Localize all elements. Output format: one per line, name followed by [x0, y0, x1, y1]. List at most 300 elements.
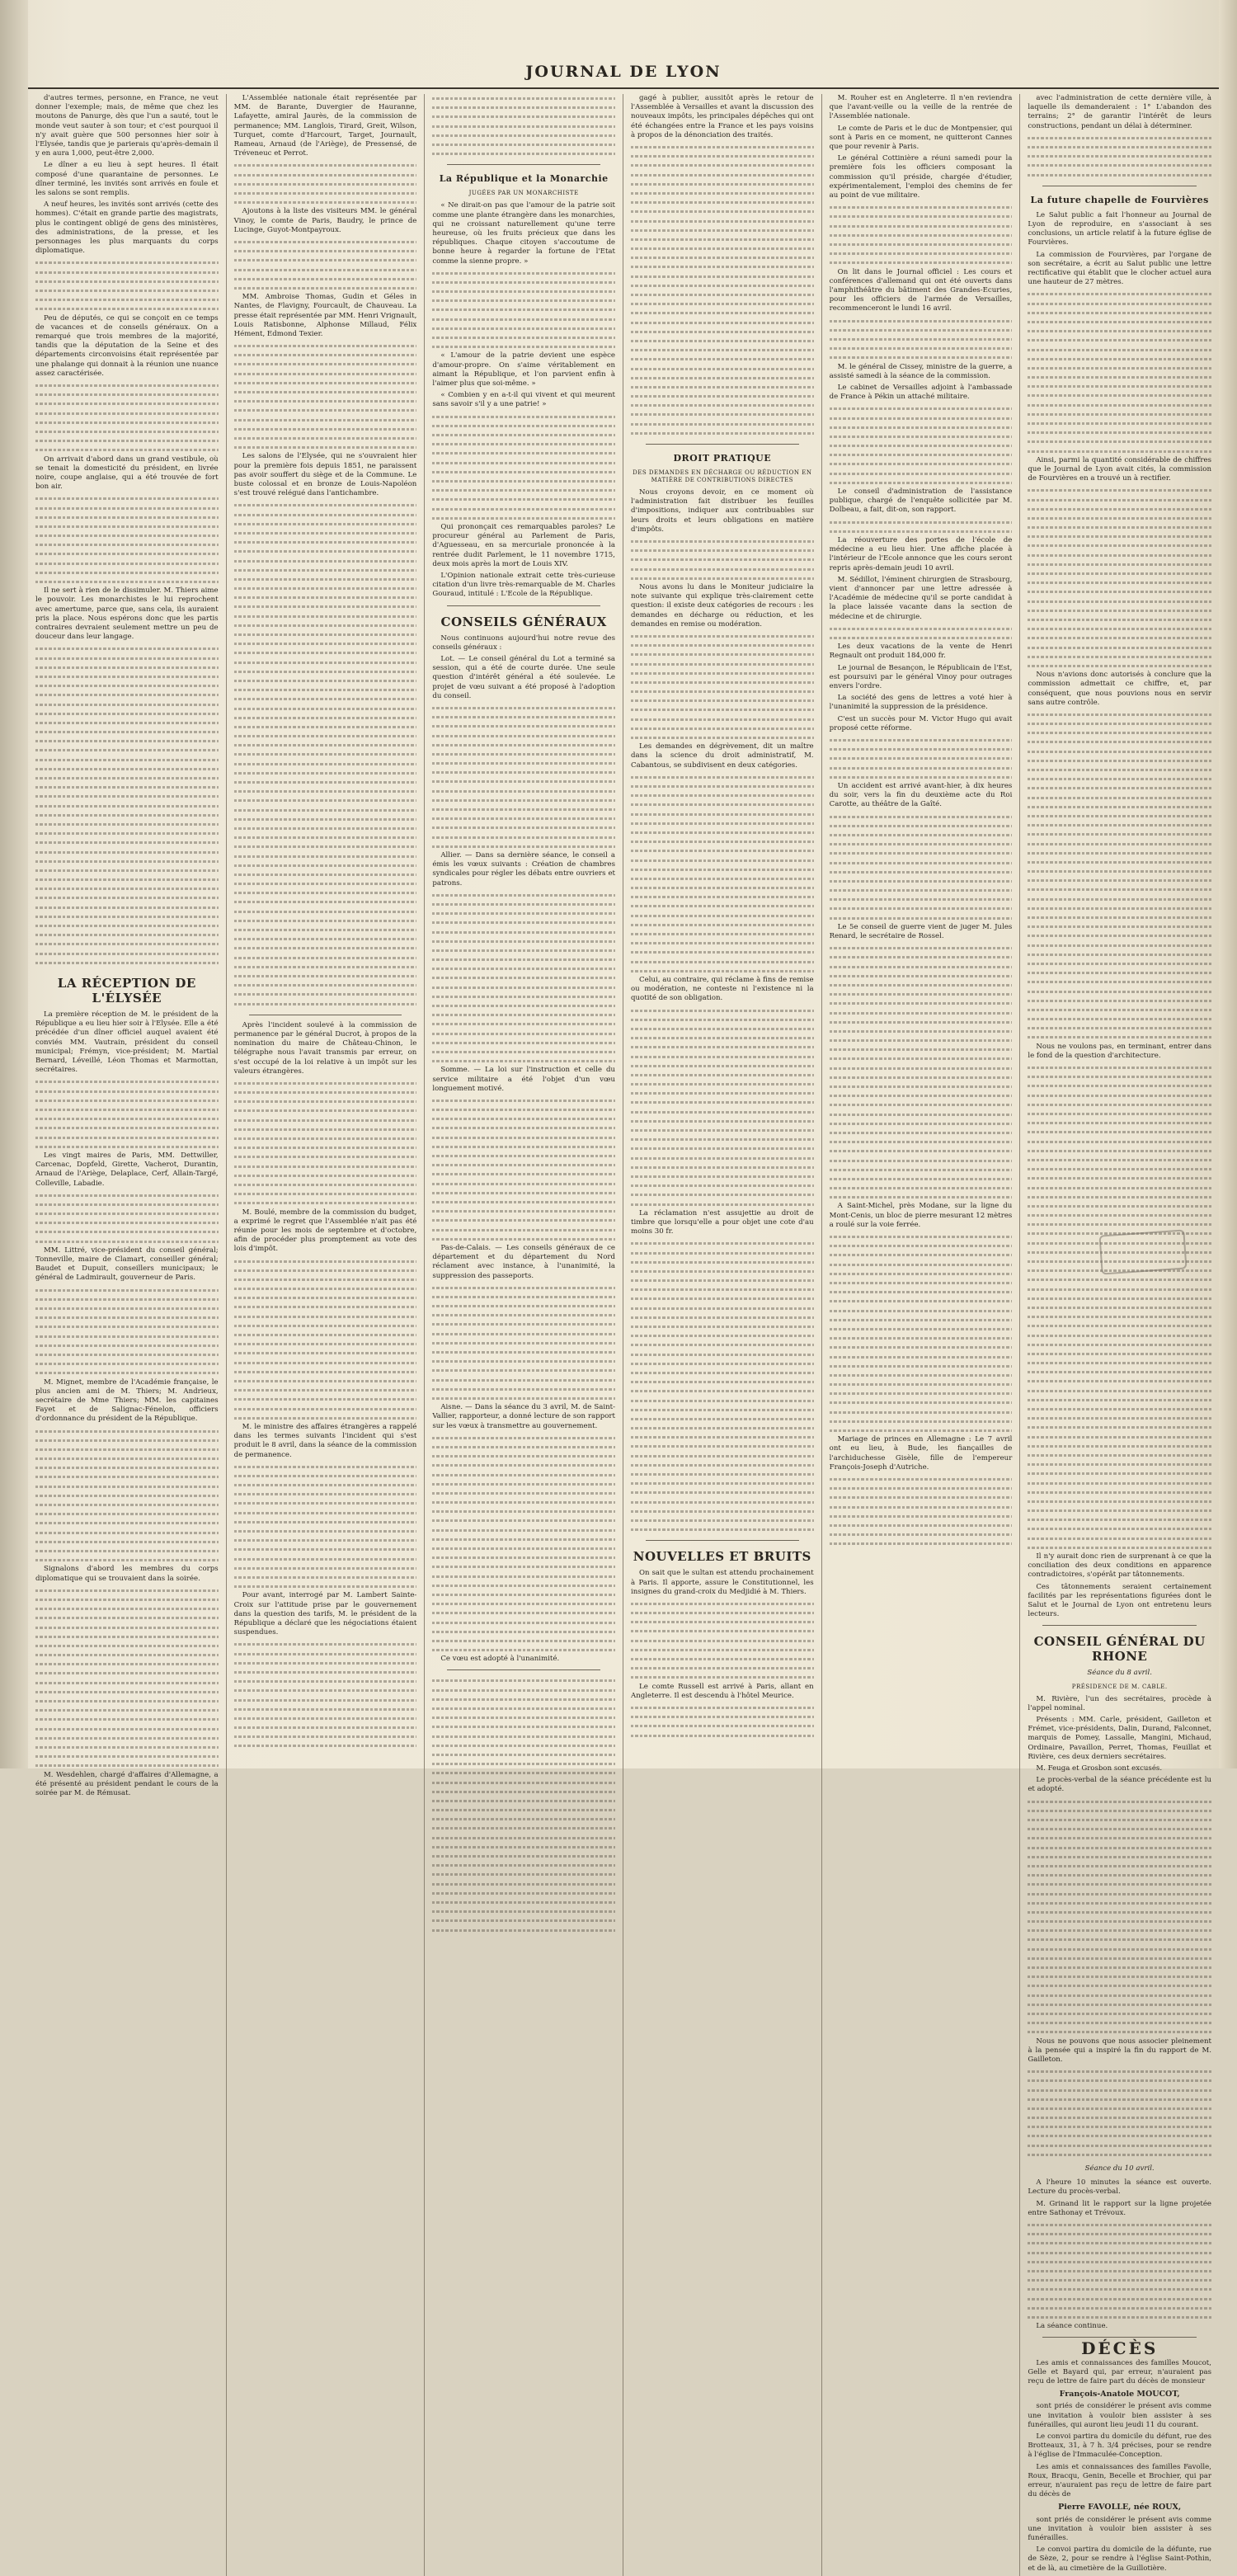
article-paragraph: Le 5e conseil de guerre vient de juger M. Jules Renard, le secrétaire de Rossel. [829, 922, 1013, 941]
text-line [631, 337, 814, 346]
text-line [1028, 486, 1211, 495]
text-line [830, 1503, 1013, 1512]
text-line [35, 1697, 219, 1706]
article-paragraph: Il n'y aurait donc rien de surprenant à ce que la conciliation des deux conditions en apparence contradictoires, s'opérât par tâtonnements. [1028, 1552, 1211, 1580]
text-line [631, 1406, 814, 1415]
text-line [631, 180, 814, 189]
text-line [830, 1316, 1013, 1325]
text-line [830, 240, 1013, 249]
text-line [631, 1276, 814, 1285]
text-line [35, 875, 219, 884]
section-heading: LA RÉCEPTION DE L'ÉLYSÉE [57, 975, 196, 1005]
text-line [631, 856, 814, 865]
text-line [631, 346, 814, 355]
text-line [830, 258, 1013, 267]
text-line [1028, 1128, 1211, 1137]
text-line [1028, 876, 1211, 885]
text-line [1028, 299, 1211, 308]
text-line [432, 1526, 615, 1535]
text-line [1028, 1118, 1211, 1128]
text-line [1028, 437, 1211, 446]
text-line [432, 713, 615, 722]
text-line [234, 1125, 417, 1134]
text-line [1028, 355, 1211, 364]
text-line [1028, 737, 1211, 746]
column-6 [1020, 94, 1219, 2576]
text-line [234, 1293, 417, 1302]
text-line [234, 511, 417, 520]
text-line [631, 773, 814, 782]
text-line [631, 1488, 814, 1497]
text-line [1028, 1844, 1211, 1853]
text-line [234, 189, 417, 198]
text-line [234, 760, 417, 769]
text-line [830, 972, 1013, 981]
text-line [432, 759, 615, 768]
text-line [234, 1405, 417, 1414]
text-line [432, 1452, 615, 1461]
text-line [1028, 2141, 1211, 2150]
article-paragraph: Il ne sert à rien de le dissimuler. M. Thiers aime le pouvoir. Les monarchistes le lui reprochent avec amertume, parce que, sans cela, ils auraient pris la place. Nous espérons donc que les partis contraires devraient seulement mettre un peu de douceur dans leur langage. [35, 586, 219, 642]
text-line [234, 704, 417, 713]
text-line [830, 1408, 1013, 1417]
text-line [432, 1686, 615, 1695]
text-line [35, 494, 219, 503]
text-line [1028, 318, 1211, 327]
text-line [432, 1824, 615, 1833]
text-line [234, 566, 417, 575]
text-line [830, 353, 1013, 362]
text-line [631, 902, 814, 911]
text-line [631, 383, 814, 392]
text-line [631, 1294, 814, 1303]
text-line [432, 973, 615, 982]
text-line [1028, 1834, 1211, 1843]
text-line [1028, 765, 1211, 775]
article-paragraph: M. Sédillot, l'éminent chirurgien de Strasbourg, vient d'annoncer par une lettre adressée à l'Académie de médecine qu'il se porte candidat à la place laissée vacante dans la section de médecine et de chirurgie. [829, 575, 1013, 621]
text-line [631, 632, 814, 641]
text-line [35, 1105, 219, 1114]
text-line [631, 1636, 814, 1646]
text-line [1028, 523, 1211, 532]
text-line [1028, 1543, 1211, 1552]
text-line [234, 667, 417, 676]
text-line [432, 1114, 615, 1123]
text-line [631, 1154, 814, 1163]
text-line [830, 999, 1013, 1008]
section-rule [1042, 2337, 1197, 2338]
page-header [28, 58, 1219, 89]
text-line [35, 504, 219, 513]
text-line [234, 1527, 417, 1536]
text-line [631, 1144, 814, 1153]
text-line [432, 1207, 615, 1216]
text-line [35, 838, 219, 847]
text-line [35, 1660, 219, 1669]
text-line [830, 1353, 1013, 1362]
text-line [1028, 1359, 1211, 1368]
text-line [1028, 152, 1211, 161]
text-line [1028, 597, 1211, 606]
text-line [35, 866, 219, 875]
text-line [35, 1623, 219, 1632]
text-line [1028, 2067, 1211, 2076]
text-line [234, 1536, 417, 1545]
text-line [1028, 2285, 1211, 2294]
text-line [35, 1500, 219, 1509]
text-line [35, 1133, 219, 1142]
section-heading: CONSEILS GÉNÉRAUX [440, 614, 607, 629]
text-line [432, 1907, 615, 1916]
text-line [432, 459, 615, 468]
text-line [432, 777, 615, 786]
text-line [1028, 812, 1211, 821]
text-line [432, 833, 615, 842]
text-line [35, 690, 219, 699]
text-line [35, 1669, 219, 1678]
text-line [631, 874, 814, 883]
section-heading: La future chapelle de Fourvières [1030, 194, 1209, 205]
text-line [234, 1284, 417, 1293]
text-line [631, 1258, 814, 1267]
text-line [35, 654, 219, 663]
section-heading: La République et la Monarchie [439, 173, 609, 185]
text-line [830, 1119, 1013, 1128]
text-line [631, 410, 814, 419]
text-line [1028, 505, 1211, 514]
text-line [631, 733, 814, 742]
text-line [432, 495, 615, 504]
text-line [234, 180, 417, 189]
text-line [234, 1189, 417, 1199]
text-line [631, 800, 814, 809]
text-line [1028, 1451, 1211, 1460]
text-line [234, 1152, 417, 1161]
text-line [234, 1116, 417, 1125]
article-paragraph: Le conseil d'administration de l'assistance publique, chargé de l'enquête sollicitée par M. Dolbeau, a fait, dit-on, son rapport. [829, 487, 1013, 515]
text-line [631, 365, 814, 374]
article-paragraph: La séance continue. [1036, 2322, 1108, 2331]
text-line [1028, 633, 1211, 643]
text-line [432, 333, 615, 342]
text-line [631, 226, 814, 235]
article-paragraph: A neuf heures, les invités sont arrivés (cette des hommes). C'était en grande partie des magistrats, plus le contingent obligé de gens des ministères, des administrations, de la presse, et les personnages les plus marquants du corps diplomatique. [35, 200, 219, 256]
text-line [1028, 1497, 1211, 1506]
text-line [830, 1389, 1013, 1398]
text-line [35, 672, 219, 681]
text-line [631, 921, 814, 930]
text-line [432, 1590, 615, 1599]
text-line [432, 1880, 615, 1889]
text-line [1028, 931, 1211, 940]
text-line [1028, 1880, 1211, 1889]
text-line [234, 198, 417, 207]
article-paragraph: M. Mignet, membre de l'Académie française, le plus ancien ami de M. Thiers; M. Andrieux, secrétaire de Mme Thiers; MM. les capitaines Fayet et de Salignac-Fénelon, officiers d'ordonnance du président de la République. [35, 1377, 219, 1424]
text-line [432, 1889, 615, 1898]
text-line [1028, 2304, 1211, 2313]
text-line [432, 937, 615, 946]
text-line [631, 1053, 814, 1062]
text-line [1028, 606, 1211, 615]
text-line [631, 152, 814, 161]
text-line [35, 848, 219, 857]
text-line [1028, 2122, 1211, 2131]
text-line [234, 397, 417, 406]
text-line [631, 641, 814, 650]
text-line [432, 1366, 615, 1375]
text-line [432, 1123, 615, 1133]
text-line [432, 1676, 615, 1685]
text-line [234, 630, 417, 639]
text-line [1028, 1908, 1211, 1917]
text-line [432, 468, 615, 477]
text-line [1028, 1193, 1211, 1202]
text-line [1028, 2076, 1211, 2085]
text-line [234, 1368, 417, 1377]
text-line [1028, 391, 1211, 400]
article-paragraph: On sait que le sultan est attendu prochainement à Paris. Il apporte, assure le Constitutionnel, les insignes du grand-croix du Medjidié à M. Thiers. [631, 1569, 814, 1596]
text-line [631, 392, 814, 401]
text-line [1028, 2276, 1211, 2285]
text-line [631, 1646, 814, 1655]
text-line [1028, 1137, 1211, 1147]
text-line [35, 1509, 219, 1519]
text-line [35, 1332, 219, 1341]
text-line [830, 1475, 1013, 1484]
text-line [432, 1057, 615, 1066]
article-paragraph: La première réception de M. le président de la République a eu lieu hier soir à l'Elysée. Elle a été précédée d'un dîner officiel auquel avaient été conviés MM. Vautrain, président du conseil municipal; Frémyn, vice-président; M. Martial Bernard, Léveillé, Léon Thomas et Marmottan, secrétaires. [35, 1010, 219, 1075]
article-paragraph: Celui, au contraire, qui réclame à fins de remise ou modération, ne conteste ni l'existence ni la quotité de son obligation. [631, 975, 814, 1003]
text-line [1028, 541, 1211, 550]
text-line [830, 1417, 1013, 1426]
text-line [35, 1454, 219, 1463]
text-line [432, 1815, 615, 1824]
text-line [631, 290, 814, 299]
text-line [234, 266, 417, 275]
text-line [432, 992, 615, 1001]
text-line [631, 1655, 814, 1664]
article-paragraph: Aisne. — Dans la séance du 3 avril, M. de Saint-Vallier, rapporteur, a donné lecture de son rapport sur les vœux à transmettre au gouvernement. [432, 1403, 615, 1430]
library-stamp [1098, 1229, 1187, 1274]
text-line [631, 1396, 814, 1406]
text-line [234, 1573, 417, 1582]
text-line [432, 1636, 615, 1646]
text-line [1028, 2009, 1211, 2018]
text-line [432, 1339, 615, 1348]
text-line [234, 1106, 417, 1115]
text-line [1028, 1211, 1211, 1220]
text-line [1028, 913, 1211, 922]
text-line [432, 891, 615, 900]
text-line [1028, 2104, 1211, 2113]
text-line [631, 1731, 814, 1740]
article-paragraph: Pour avant, interrogé par M. Lambert Sainte-Croix sur l'attitude prise par le gouvernement dans la question des tarifs, M. le président de la République a déclaré que les négociations étaient suspendues. [233, 1591, 417, 1637]
text-line [830, 1512, 1013, 1521]
article-paragraph: Somme. — La loi sur l'instruction et celle du service militaire a été l'objet d'un vœu longuement motivé. [432, 1066, 615, 1093]
text-line [35, 1436, 219, 1445]
column-4 [623, 94, 822, 2576]
text-line [1028, 1015, 1211, 1024]
text-line [432, 842, 615, 851]
text-line [234, 1395, 417, 1404]
text-line [234, 1518, 417, 1527]
text-line [234, 833, 417, 842]
text-line [234, 1097, 417, 1106]
article-paragraph: La réclamation n'est assujettie au droit de timbre que lorsqu'elle a pour objet une cote d'au moins 30 fr. [631, 1208, 814, 1236]
text-line [234, 1582, 417, 1591]
text-line [1028, 885, 1211, 894]
text-line [631, 678, 814, 687]
text-line [35, 531, 219, 540]
article-paragraph: Signalons d'abord les membres du corps diplomatique qui se trouvaient dans la soirée. [35, 1565, 219, 1583]
text-line [1028, 719, 1211, 728]
article-paragraph: A Saint-Michel, près Modane, sur la ligne du Mont-Cenis, un bloc de pierre mesurant 12 mètres a roulé sur la voie ferrée. [829, 1202, 1013, 1229]
text-line [432, 477, 615, 486]
seance-date: Séance du 10 avril. [1084, 2164, 1155, 2173]
text-line [1028, 2150, 1211, 2159]
text-line [631, 1516, 814, 1525]
text-line [234, 161, 417, 170]
text-line [432, 305, 615, 314]
text-line [830, 1137, 1013, 1147]
article-paragraph: M. Rouher est en Angleterre. Il n'en reviendra que l'avant-veille ou la veille de la rentrée de l'Assemblée nationale. [829, 94, 1013, 121]
text-line [432, 149, 615, 158]
text-line [432, 1516, 615, 1525]
text-line [631, 1673, 814, 1682]
text-line [631, 401, 814, 410]
text-line [830, 212, 1013, 221]
text-line [234, 1732, 417, 1741]
text-line [432, 1834, 615, 1843]
article-paragraph: MM. Ambroise Thomas, Gudin et Géles in Nantes, de Flavigny, Fourcault, de Chauveau. La presse était représentée par MM. Henri Vrignault, Louis Ratisbonne, Alphonse Millaud, Félix Hément, Edmond Texier. [233, 293, 417, 338]
text-line [234, 1386, 417, 1395]
text-line [432, 732, 615, 741]
text-line [1028, 2249, 1211, 2258]
text-line [1028, 578, 1211, 587]
article-paragraph: gagé à publier, aussitôt après le retour de l'Assemblée à Versailles et avant la discussion des nouveaux impôts, les principales dépêches qui ont été échangées entre la France et les pays voisins à propos de la dénonciation des traités. [631, 94, 814, 139]
text-line [234, 713, 417, 723]
text-line [432, 296, 615, 305]
text-line [35, 1556, 219, 1565]
text-line [631, 1470, 814, 1479]
text-line [432, 1142, 615, 1151]
text-line [830, 1073, 1013, 1082]
text-line [234, 861, 417, 870]
text-line [1028, 410, 1211, 419]
text-line [432, 1608, 615, 1618]
text-line [35, 663, 219, 672]
text-line [35, 1651, 219, 1660]
text-line [234, 1275, 417, 1284]
text-line [432, 1434, 615, 1443]
section-rule [646, 444, 799, 445]
text-line [631, 555, 814, 564]
text-line [432, 918, 615, 927]
text-line [432, 1010, 615, 1020]
text-line [234, 1668, 417, 1677]
text-line [830, 822, 1013, 831]
text-line [1028, 373, 1211, 382]
text-line [234, 557, 417, 566]
text-line [830, 1484, 1013, 1493]
text-line [35, 445, 219, 454]
page-edge-left [0, 0, 28, 1768]
article-paragraph: Ces tâtonnements seraient certainement facilités par les représentations figurées dont le Salut et le Journal de Lyon ont entretenu leurs lecteurs. [1028, 1582, 1211, 1619]
article-paragraph: Le procès-verbal de la séance précédente est lu et adopté. [1028, 1776, 1211, 1794]
text-line [432, 1599, 615, 1608]
text-line [631, 1249, 814, 1258]
text-line [35, 728, 219, 737]
text-line [830, 450, 1013, 459]
text-line [631, 1387, 814, 1396]
text-line [234, 972, 417, 981]
text-line [631, 1043, 814, 1052]
text-line [432, 704, 615, 713]
text-line [35, 700, 219, 709]
article-paragraph: Nous n'avions donc autorisés à conclure que la commission admettait ce chiffre, et, par conséquent, que nous pouvions nous en servir sans autre contrôle. [1028, 671, 1211, 707]
text-line [1028, 1294, 1211, 1303]
text-line [1028, 652, 1211, 662]
text-line [35, 1304, 219, 1313]
text-line [1028, 2113, 1211, 2122]
article-paragraph: Ainsi, parmi la quantité considérable de chiffres que le Journal de Lyon avait cités, la commission de Fourvières en a trouvé un à rectifier. [1028, 455, 1211, 483]
article-paragraph: Ce vœu est adopté à l'unanimité. [440, 1655, 560, 1664]
text-line [432, 505, 615, 514]
section-heading: DROIT PRATIQUE [673, 453, 772, 464]
text-line [830, 1426, 1013, 1435]
text-line [1028, 532, 1211, 541]
text-line [234, 658, 417, 667]
text-line [830, 1232, 1013, 1241]
deces-heading: DÉCÈS [1081, 2338, 1159, 2359]
text-line [1028, 1285, 1211, 1294]
text-line [35, 1761, 219, 1770]
text-line [432, 796, 615, 805]
text-line [432, 1105, 615, 1114]
text-line [432, 787, 615, 796]
text-line [1028, 1100, 1211, 1109]
text-line [1028, 308, 1211, 318]
text-line [234, 547, 417, 556]
text-line [631, 1452, 814, 1461]
text-line [432, 1704, 615, 1713]
text-line [432, 486, 615, 495]
text-line [1028, 996, 1211, 1005]
text-line [234, 1741, 417, 1750]
section-rule [646, 1540, 799, 1541]
text-line [35, 381, 219, 390]
text-line [1028, 1797, 1211, 1806]
text-line [35, 1427, 219, 1436]
text-line [432, 814, 615, 823]
text-line [830, 1091, 1013, 1100]
text-line [432, 1535, 615, 1544]
text-line [1028, 1072, 1211, 1081]
text-line [1028, 968, 1211, 977]
text-line [234, 1340, 417, 1349]
text-line [432, 1376, 615, 1385]
text-line [830, 1110, 1013, 1119]
text-line [432, 1646, 615, 1655]
text-line [234, 1490, 417, 1499]
text-line [234, 247, 417, 256]
section-heading: NOUVELLES ET BRUITS [633, 1549, 811, 1565]
text-line [1028, 1935, 1211, 1944]
text-line [35, 399, 219, 408]
text-line [432, 722, 615, 731]
text-line [1028, 419, 1211, 428]
text-line [1028, 710, 1211, 719]
